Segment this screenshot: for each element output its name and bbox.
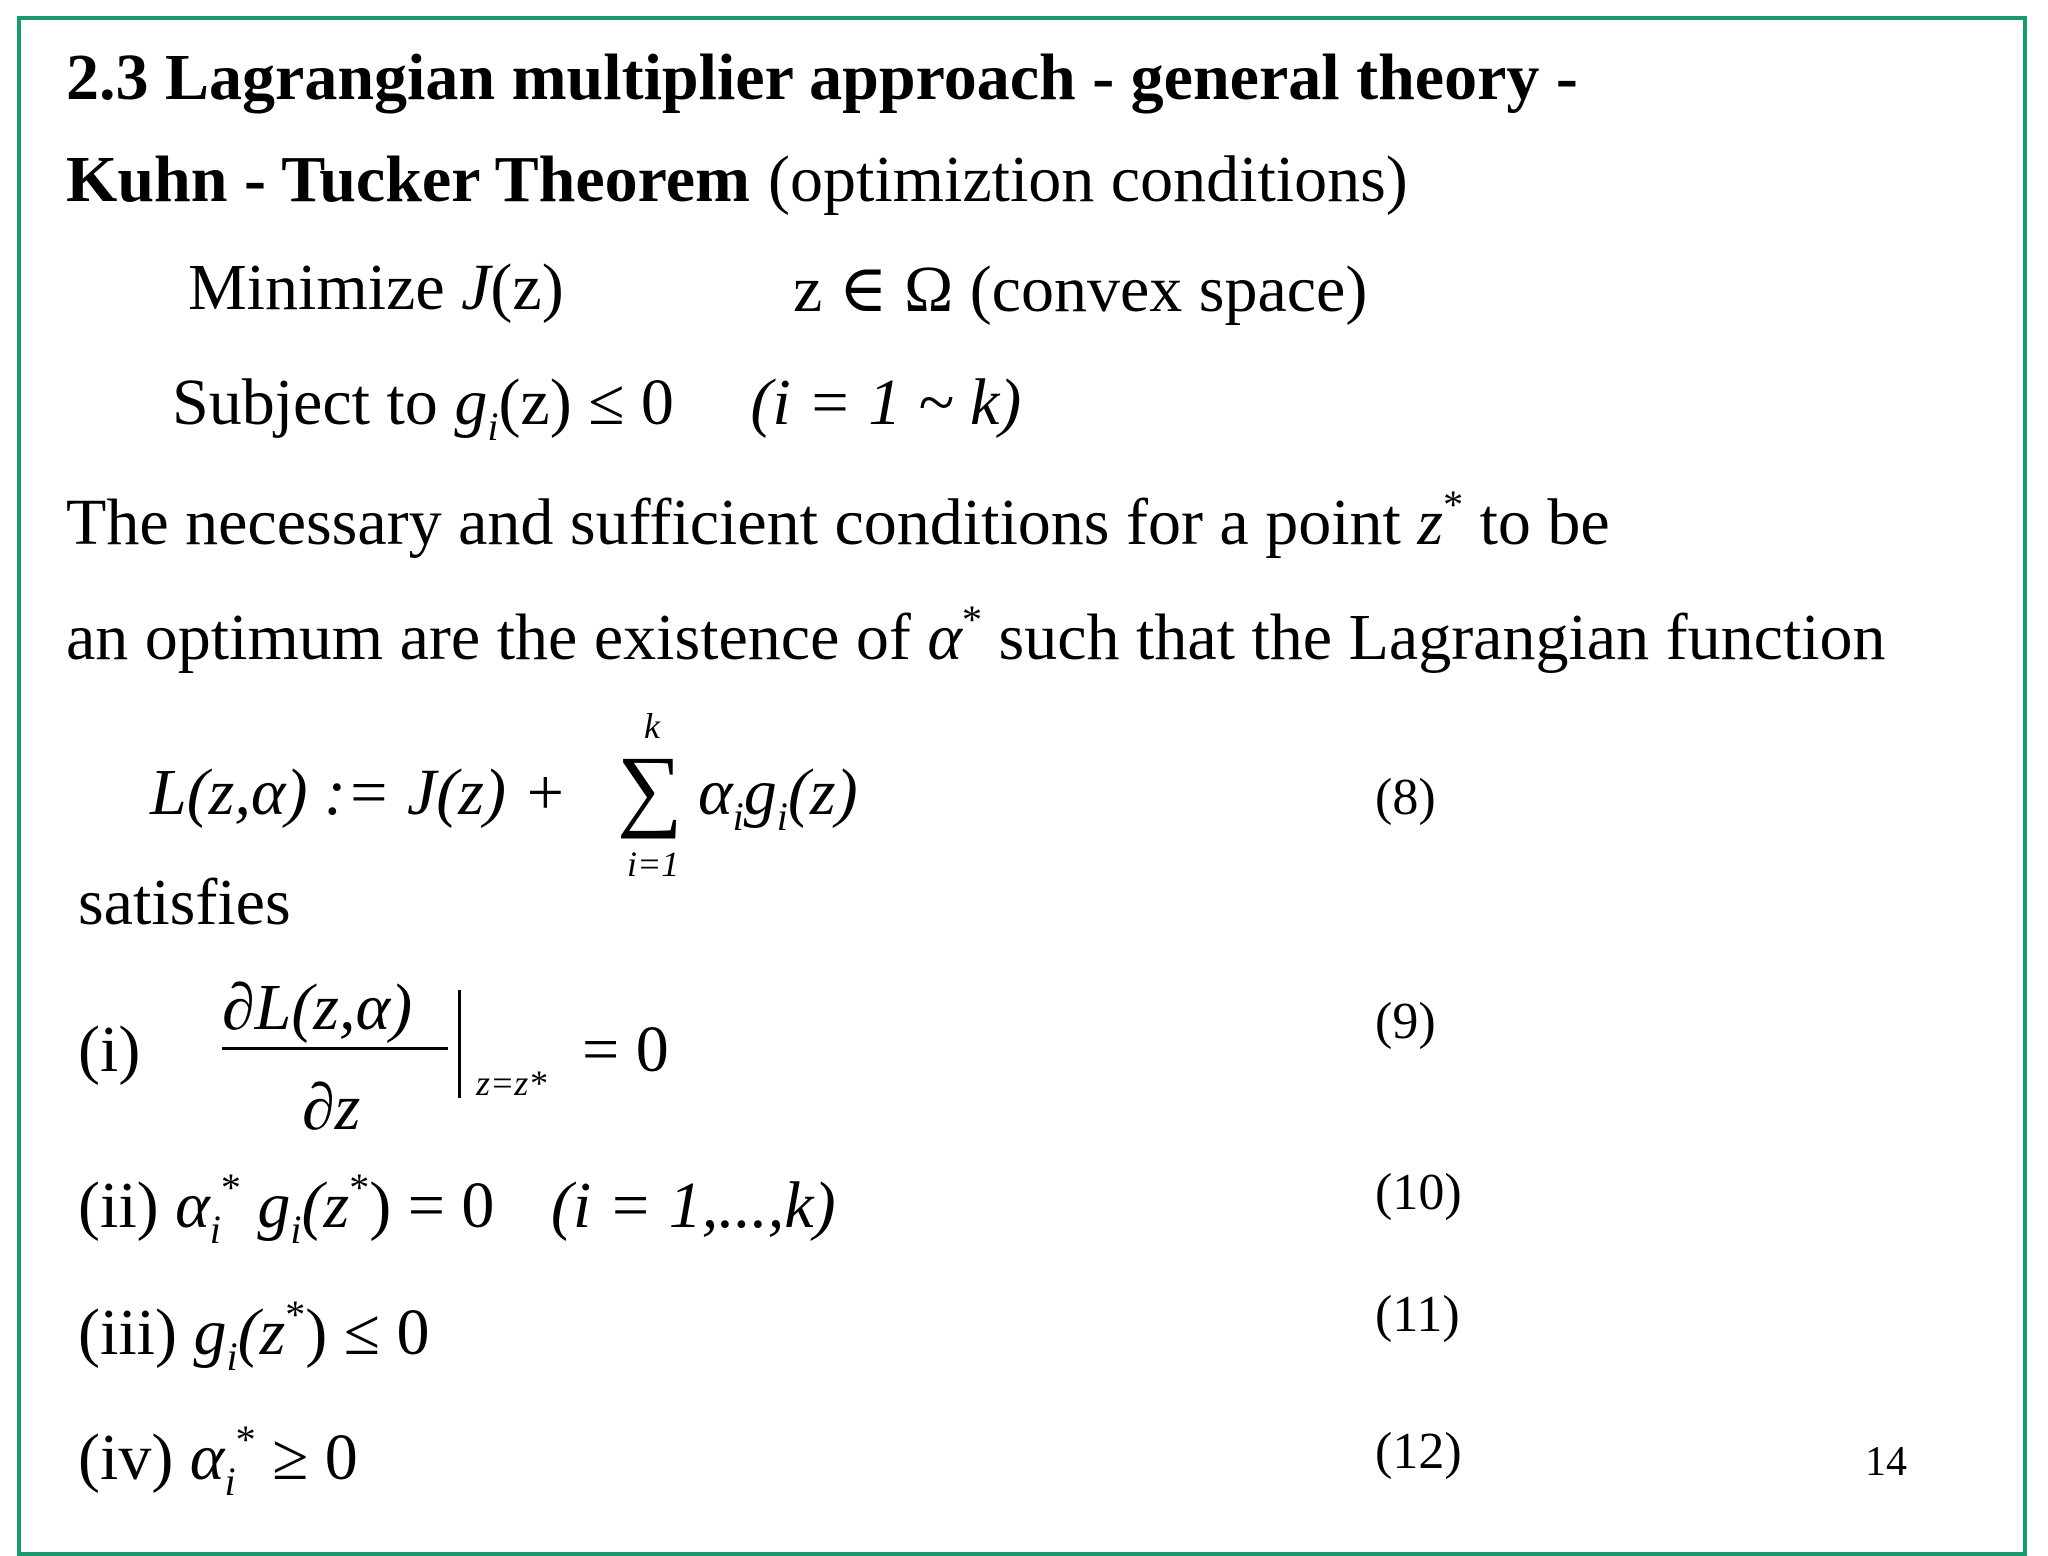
condition-iv-rhs: ≥ 0 (272, 1421, 358, 1494)
point-star: * (1443, 482, 1464, 527)
subject-label: Subject to (172, 366, 438, 439)
condition-iii-label: (iii) (78, 1296, 177, 1369)
condition-ii-alpha-sub: i (209, 1207, 221, 1252)
satisfies-text: satisfies (78, 866, 291, 939)
condition-i-rhs: = 0 (582, 1013, 669, 1086)
index-range: (i = 1 ~ k) (750, 366, 1022, 439)
condition-iii (78, 1292, 430, 1379)
multiplier-var: α (927, 601, 963, 674)
condition-iv-alpha: α (189, 1421, 225, 1494)
equation-number-12: (12) (1375, 1423, 1462, 1480)
equation-number-10: (10) (1375, 1164, 1462, 1221)
theorem-name: Kuhn - Tucker Theorem (66, 143, 751, 216)
term-alpha: α (698, 756, 733, 829)
subtitle-line (66, 142, 1408, 218)
term-g-sub: i (776, 794, 788, 839)
condition-iii-arg: (z (237, 1296, 286, 1369)
constraint-sub: i (487, 404, 499, 449)
sum-lower: i=1 (627, 844, 680, 884)
derivative-numerator: ∂L(z,α) (222, 971, 413, 1044)
evaluation-point: z=z* (476, 1063, 547, 1103)
condition-iii-g-sub: i (226, 1334, 238, 1379)
minimize-label: Minimize (188, 251, 445, 324)
page-number: 14 (1865, 1439, 1907, 1485)
condition-iv-alpha-sub: i (224, 1459, 236, 1504)
statement-text-2a: an optimum are the existence of (66, 601, 911, 674)
theorem-note: (optimiztion conditions) (768, 143, 1408, 216)
sum-upper: k (644, 706, 660, 746)
domain-symbol: ∈ Ω (838, 253, 954, 326)
condition-ii-alpha-star: * (220, 1165, 241, 1210)
minimize-line (188, 250, 564, 326)
condition-ii-g: g (257, 1169, 291, 1242)
derivative-denominator: ∂z (302, 1071, 361, 1144)
equation-number-9: (9) (1375, 993, 1436, 1050)
statement-text-1b: to be (1479, 486, 1610, 559)
point-var: z (1417, 486, 1444, 559)
slide-title: 2.3 Lagrangian multiplier approach - general theory - (66, 41, 1578, 114)
multiplier-star: * (962, 597, 983, 642)
condition-ii-alpha: α (175, 1169, 210, 1242)
domain-var: z (793, 253, 823, 326)
condition-ii-arg-star: * (349, 1165, 370, 1210)
equation-number-8: (8) (1375, 769, 1436, 826)
term-alpha-sub: i (732, 794, 744, 839)
domain-note: (convex space) (969, 253, 1368, 326)
evaluation-bar (458, 990, 461, 1098)
condition-iii-g: g (193, 1296, 227, 1369)
condition-iii-close: ) ≤ 0 (305, 1296, 430, 1369)
statement-text-2b: such that the Lagrangian function (998, 601, 1886, 674)
statement-line-1 (66, 482, 1610, 561)
condition-iv-alpha-star: * (235, 1417, 256, 1462)
lagrangian-term (698, 755, 858, 839)
condition-ii-g-sub: i (290, 1207, 302, 1252)
sum-symbol: ∑ (617, 737, 683, 839)
condition-ii (78, 1165, 836, 1252)
fraction-bar (222, 1047, 448, 1050)
condition-ii-range: (i = 1,...,k) (550, 1169, 836, 1242)
condition-ii-close: ) = 0 (369, 1169, 495, 1242)
condition-i-label: (i) (78, 1013, 141, 1086)
condition-iv-label: (iv) (78, 1421, 174, 1494)
condition-iv (78, 1417, 358, 1504)
constraint-rest: (z) ≤ 0 (498, 366, 674, 439)
statement-text-1a: The necessary and sufficient conditions for a point (66, 486, 1401, 559)
term-g: g (743, 756, 777, 829)
lagrangian-lhs: L(z,α) := J(z) + (150, 756, 567, 829)
statement-line-2 (66, 597, 1886, 676)
constraint-fn: g (454, 366, 488, 439)
domain-line (793, 250, 1367, 328)
objective-arg: (z) (490, 251, 564, 324)
objective-fn: J (461, 251, 491, 324)
constraint-line (172, 365, 1022, 449)
equation-number-11: (11) (1375, 1286, 1460, 1343)
term-arg: (z) (787, 756, 858, 829)
condition-ii-arg: (z (301, 1169, 350, 1242)
condition-iii-arg-star: * (285, 1292, 306, 1337)
condition-ii-label: (ii) (78, 1169, 159, 1242)
